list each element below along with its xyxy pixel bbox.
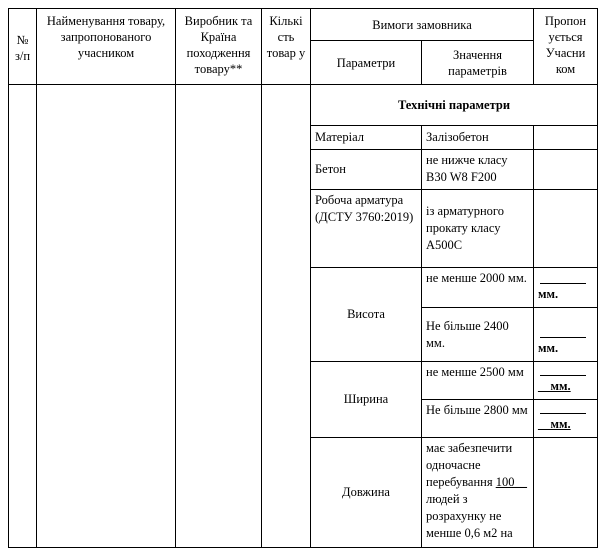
value-height-min: не менше 2000 мм. — [422, 268, 534, 308]
header-customer-requirements: Вимоги замовника — [311, 9, 534, 41]
offer-width-2 — [534, 400, 598, 438]
value-height-max: Не більше 2400 мм. — [422, 308, 534, 362]
header-product-name: Найменування товару, запропонованого учасником — [37, 9, 176, 85]
offer-height-1-unit: мм. — [538, 287, 559, 301]
requirements-table — [8, 8, 598, 548]
offer-rebar-empty — [534, 190, 598, 268]
cell-number-empty — [9, 85, 37, 548]
value-rebar: із арматурного прокату класу А500С — [422, 190, 534, 268]
header-number: № з/п — [9, 9, 37, 85]
value-width-min: не менше 2500 мм — [422, 362, 534, 400]
param-material: Матеріал — [311, 126, 422, 150]
spec-document — [8, 8, 597, 548]
cell-producer-empty — [176, 85, 262, 548]
value-length-number: 100__ — [495, 475, 527, 489]
offer-height-2 — [534, 308, 598, 362]
offer-height-2-blank — [540, 327, 586, 338]
param-width: Ширина — [311, 362, 422, 438]
value-length-pre: має забезпечити одночасне перебування — [426, 441, 513, 489]
value-material: Залізобетон — [422, 126, 534, 150]
offer-width-1 — [534, 362, 598, 400]
offer-width-2-blank — [540, 403, 586, 414]
header-quantity: Кількі сть товар у — [262, 9, 311, 85]
offer-width-2-unit: __мм. — [538, 417, 571, 431]
offer-height-1-blank — [540, 273, 586, 284]
header-parameter-values: Значення параметрів — [422, 41, 534, 85]
header-offered-by-participant: Пропон ується Учасни ком — [534, 9, 598, 85]
offer-height-1 — [534, 268, 598, 308]
offer-concrete-empty — [534, 150, 598, 190]
header-parameters: Параметри — [311, 41, 422, 85]
value-width-max: Не більше 2800 мм — [422, 400, 534, 438]
value-length — [422, 438, 534, 548]
offer-material-empty — [534, 126, 598, 150]
param-height: Висота — [311, 268, 422, 362]
offer-width-1-unit: __мм. — [538, 379, 571, 393]
cell-quantity-empty — [262, 85, 311, 548]
offer-width-1-blank — [540, 365, 586, 376]
param-rebar: Робоча арматура (ДСТУ 3760:2019) — [311, 190, 422, 268]
offer-height-2-unit: мм. — [538, 341, 559, 355]
offer-length-empty — [534, 438, 598, 548]
value-length-post: людей з розрахунку не менше 0,6 м2 на — [426, 492, 513, 540]
header-producer: Виробник та Країна походження товару** — [176, 9, 262, 85]
cell-product-name-empty — [37, 85, 176, 548]
value-concrete: не нижче класу B30 W8 F200 — [422, 150, 534, 190]
section-technical-parameters: Технічні параметри — [311, 85, 598, 126]
param-concrete: Бетон — [311, 150, 422, 190]
param-length: Довжина — [311, 438, 422, 548]
